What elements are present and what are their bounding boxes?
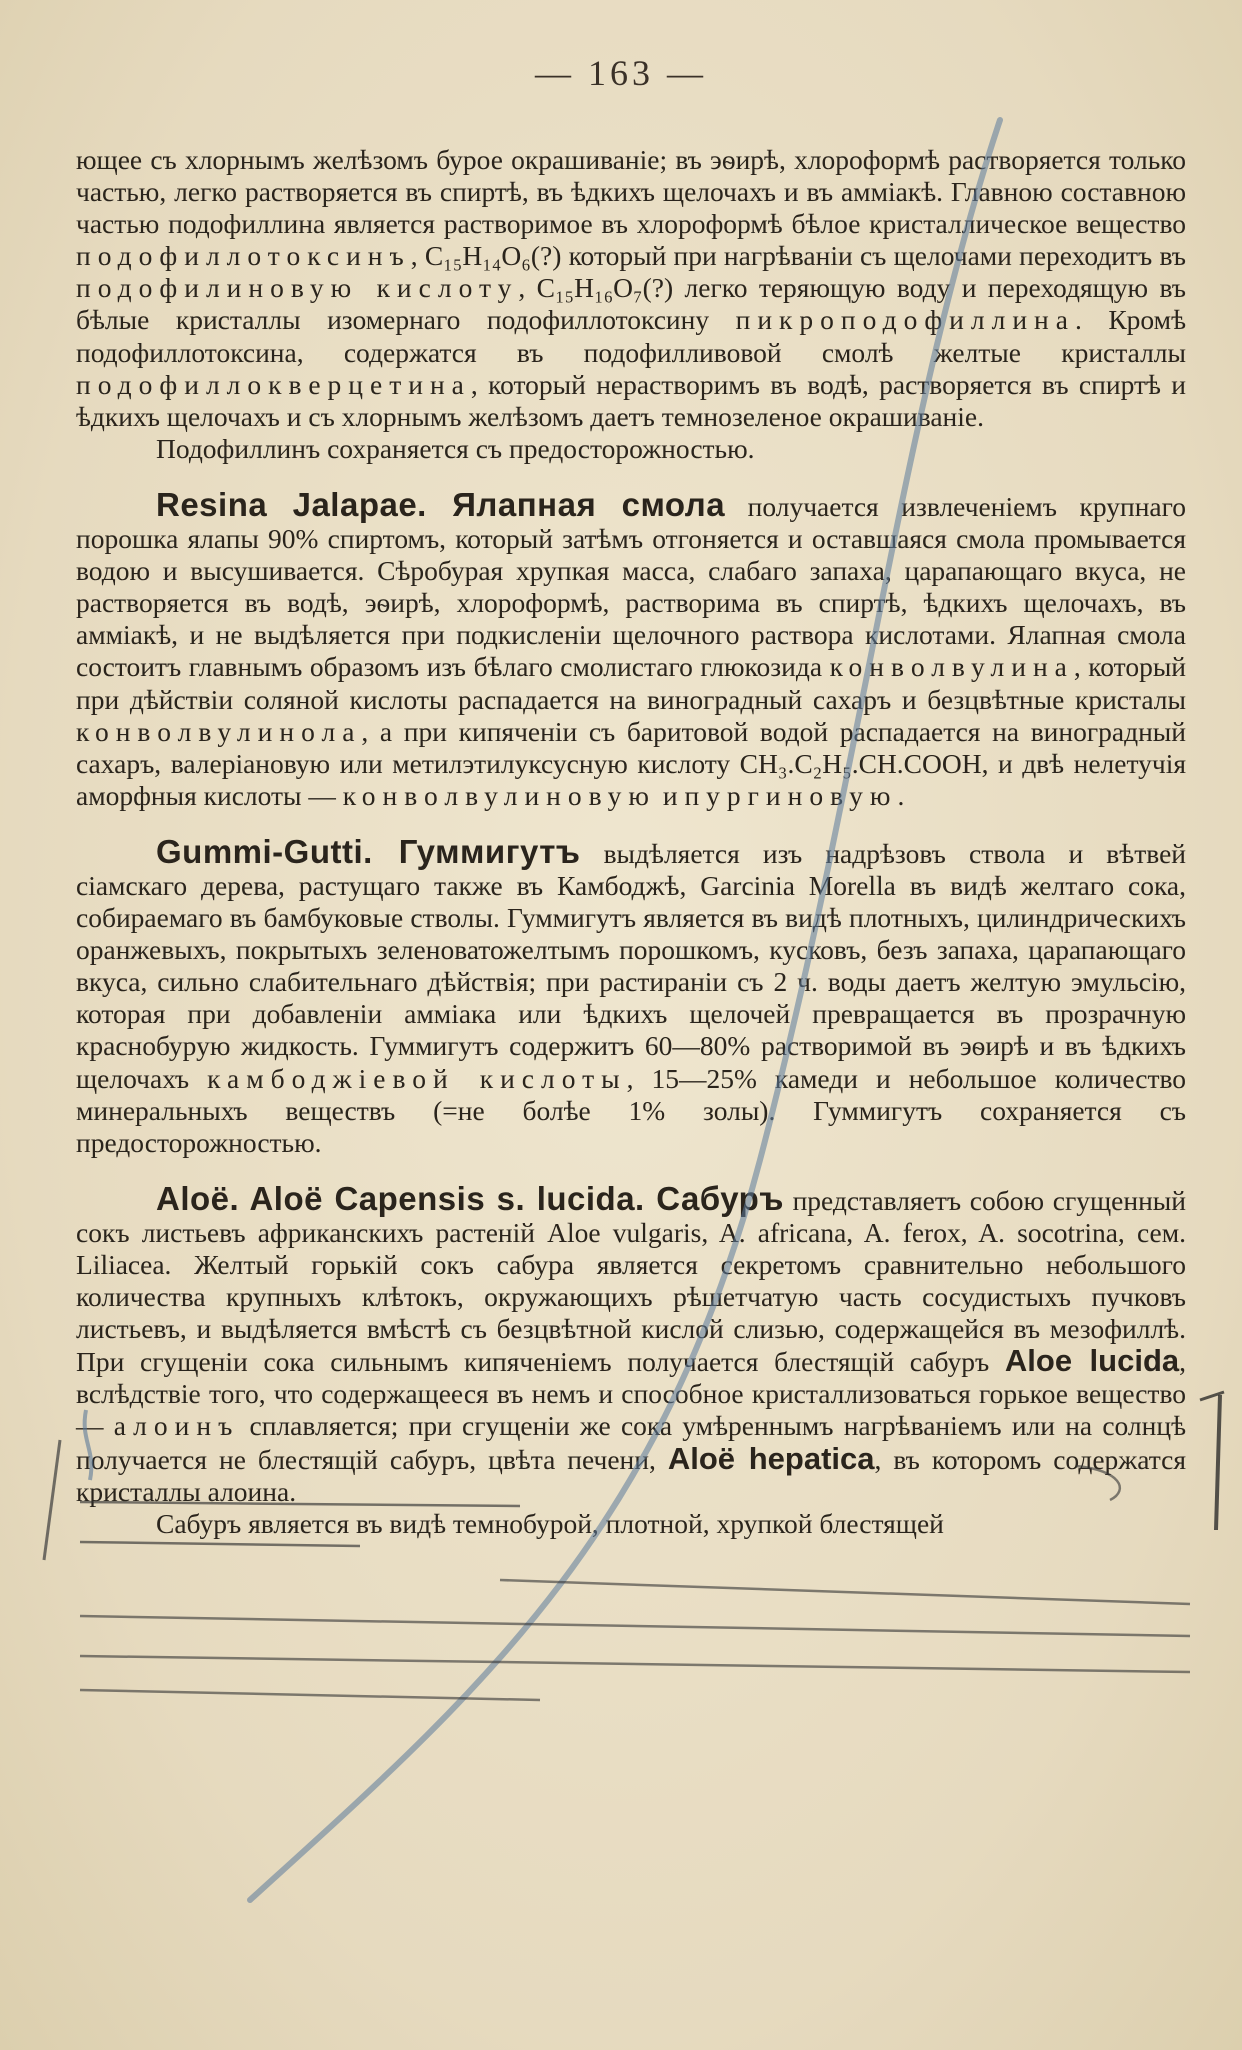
page-number: — 163 — [535,53,707,93]
term: конволвулина [829,651,1074,683]
pencil-strike-1 [500,1580,1190,1604]
section-heading: Gummi-Gutti. Гуммигутъ [156,832,581,870]
section-resina-jalapae: Resina Jalapae. Ялапная смола получается извлеченіемъ крупнаго порошка ялапы 90% спиртомъ, который затѣмъ отгоняется и оставшаяся смола промывается водою и высушивается. Сѣробурая хрупкая масса, слабаго запаха, царапающаго вкуса, не растворяется въ водѣ, эѳирѣ, хлороформѣ, растворима въ спиртѣ, ѣдкихъ щелочахъ, въ амміакѣ, и не выдѣляется при подкисленіи щелочного раствора кислотами. Ялапная смола состоитъ главнымъ образомъ изъ бѣлаго смолистаго глюкозида конволвулина, который при дѣйствіи соляной кислоты распадается на виноградный сахаръ и безцвѣтные кристалы конволвулинола, а при кипяченіи съ баритовой водой распадается на виноградный сахаръ, валеріановую или метилэтилуксусную кислоту CH₃.C₂H₅.CH.COOH, и двѣ нелетучія аморфныя кислоты — конволвулиновую и пургиновую. [76,485,1187,811]
body-text [76,144,1186,1540]
term: пургиновую [684,779,898,811]
term: алоинъ [113,1410,240,1442]
paragraph-last: Сабуръ является въ видѣ темнобурой, плотной, хрупкой блестящей [156,1507,944,1539]
section-aloe: Aloë. Aloë Capensis s. lucida. Сабуръ представляетъ собою сгущенный сокъ листьевъ африканскихъ растеній Aloe vulgaris, A. africana, A. ferox, A. socotrina, сем. Liliacea. Желтый горькій сокъ сабура является секретомъ сравнительно небольшого количества крупныхъ клѣтокъ, окружающихъ рѣшетчатую часть сосудистыхъ пучковъ листьевъ, и выдѣляется вмѣстѣ съ безцвѣтной кислой слизью, содержащейся въ мезофиллѣ. При сгущеніи сока сильнымъ кипяченіемъ получается блестящій сабуръ Aloe lucida, вслѣдствіе того, что содержащееся въ немъ и способное кристаллизоваться горькое вещество — алоинъ сплавляется; при сгущеніи же сока умѣреннымъ нагрѣваніемъ или на солнцѣ получается не блестящій сабуръ, цвѣта печени, Aloë hepatica, въ которомъ содержатся кристаллы алоина. [76,1179,1187,1507]
section-heading: Resina Jalapae. Ялапная смола [156,485,726,523]
pencil-left-bracket [44,1440,60,1560]
pencil-strike-3 [80,1656,1190,1672]
term: конволвулинола [76,715,362,747]
term: подофиллотоксинъ [76,240,411,272]
paragraph-podophyllin: ющее съ хлорнымъ желѣзомъ бурое окрашиваніе; въ эѳирѣ, хлороформѣ растворяется только частью, легко растворяется въ спиртѣ, въ ѣдкихъ щелочахъ и въ амміакѣ. Главною составною частью подофиллина является растворимое въ хлороформѣ бѣлое кристаллическое вещество подофиллотоксинъ, C₁₅H₁₄O₆(?) который при нагрѣваніи съ щелочами переходитъ въ подофилиновую кислоту, C₁₅H₁₆O₇(?) легко теряющую воду и переходящую въ бѣлые кристаллы изомернаго подофиллотоксину пикроподофиллина. Кромѣ подофиллотоксина, содержатся въ подофилливовой смолѣ желтые кристаллы подофиллокверцетина, который нерастворимъ въ водѣ, растворяется въ спиртѣ и ѣдкихъ щелочахъ и съ хлорнымъ желѣзомъ даетъ темнозеленое окрашиваніе. [76,144,1186,432]
pencil-strike-2 [80,1616,1190,1636]
inline-term: Aloe lucida [1004,1343,1180,1379]
pencil-strike-4 [80,1690,540,1700]
term: конволвулиновую [342,779,656,811]
term: подофиллокверцетина [76,368,471,400]
pencil-right-bracket [1216,1395,1220,1530]
pencil-underline-2 [80,1542,360,1546]
section-gummi-gutti: Gummi-Gutti. Гуммигутъ выдѣляется изъ надрѣзовъ ствола и вѣтвей сіамскаго дерева, растущаго также въ Камбоджѣ, Garcinia Morella въ видѣ желтаго сока, собираемаго въ бамбуковые стволы. Гуммигутъ является въ видѣ плотныхъ, цилиндрическихъ оранжевыхъ, покрытыхъ зеленоватожелтымъ порошкомъ, кусковъ, безъ запаха, царапающаго вкуса, сильно слабительнаго дѣйствія; при растираніи съ 2 ч. воды даетъ желтую эмульсію, которая при добавленіи амміака или ѣдкихъ щелочей превращается въ прозрачную краснобурую жидкость. Гуммигутъ содержитъ 60—80% растворимой въ эѳирѣ и въ ѣдкихъ щелочахъ камбоджіевой кислоты, 15—25% камеди и небольшое количество минеральныхъ веществъ (=не болѣе 1% золы). Гуммигутъ сохраняется съ предосторожностью. [76,832,1187,1158]
paragraph-storage: Подофиллинъ сохраняется съ предосторожностью. [156,432,755,464]
term: пикроподофиллина [735,304,1075,336]
section-heading: Aloë. Aloë Capensis s. lucida. Сабуръ [156,1179,784,1217]
term: камбоджіевой кислоты [207,1062,627,1094]
term: подофилиновую кислоту [76,272,519,304]
inline-term: Aloë hepatica [667,1440,875,1476]
pencil-right-tick [1200,1392,1224,1400]
